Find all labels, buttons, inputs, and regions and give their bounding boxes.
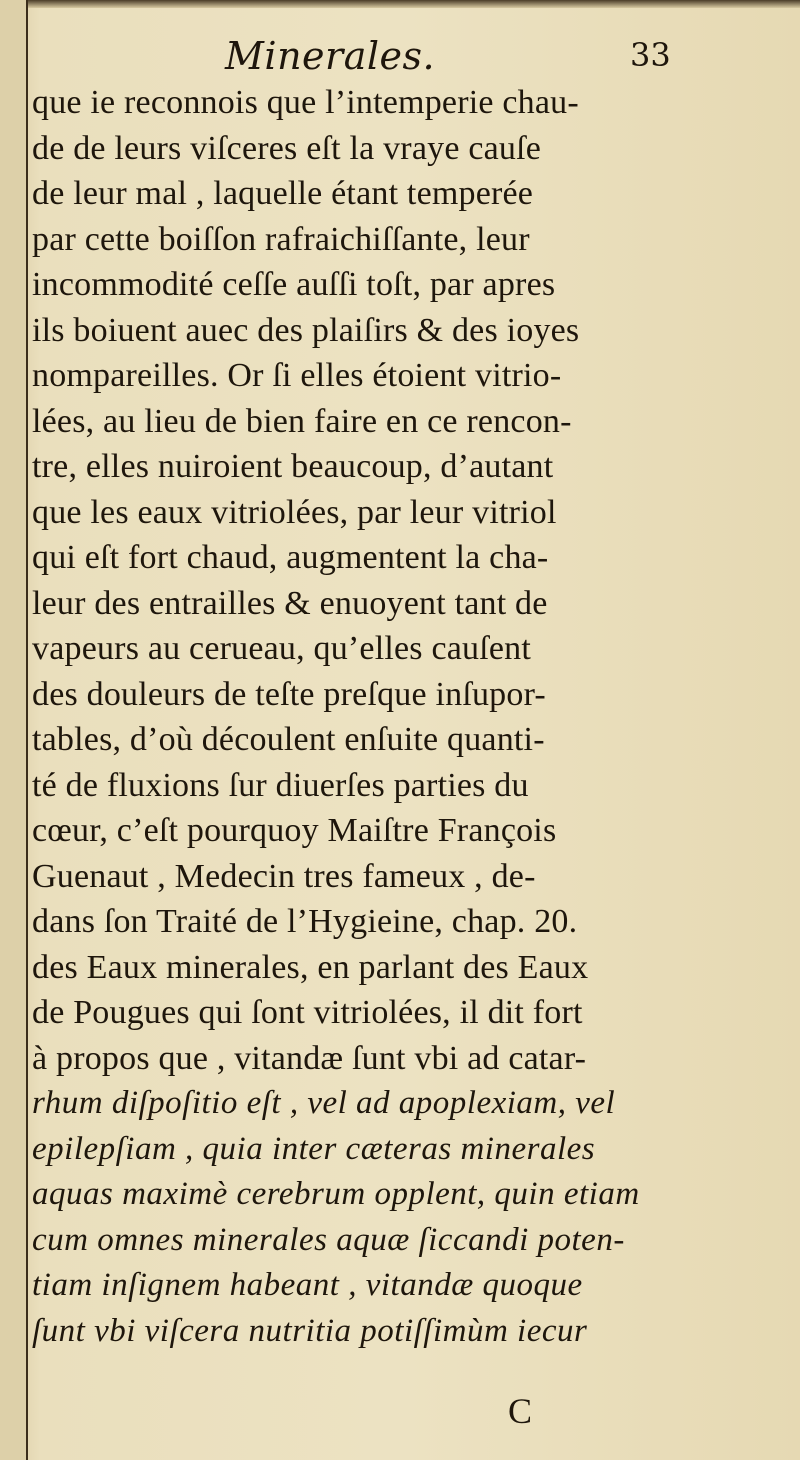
text-line: de Pougues qui ſont vitriolées, il dit fort: [32, 994, 583, 1031]
latin-quote-line: cum omnes minerales aquæ ſiccandi poten-: [32, 1221, 625, 1258]
text-line: leur des entrailles & enuoyent tant de: [32, 584, 548, 622]
text-line: des Eaux minerales, en parlant des Eaux: [32, 948, 589, 986]
page-top-edge: [0, 0, 800, 8]
running-head: Minerales.: [225, 34, 436, 78]
text-line: vapeurs au cerueau, qu’elles cauſent: [32, 630, 532, 667]
text-line: à propos que , vitandæ ſunt vbi ad catar-: [32, 1039, 587, 1077]
latin-quote-line: aquas maximè cerebrum opplent, quin etiam: [32, 1176, 640, 1212]
body-text: [32, 80, 800, 1354]
latin-quote-line: rhum diſpoſitio eſt , vel ad apoplexiam, vel: [32, 1085, 616, 1121]
text-line: de de leurs viſceres eſt la vraye cauſe: [32, 129, 542, 167]
text-line: tables, d’où découlent enſuite quanti-: [32, 721, 545, 758]
page-number: 33: [630, 36, 671, 74]
text-line: par cette boiſſon rafraichiſſante, leur: [32, 220, 530, 258]
latin-quote-line: ſunt vbi viſcera nutritia potiſſimùm iecur: [32, 1312, 588, 1349]
text-line: lées, au lieu de bien faire en ce rencon-: [32, 402, 572, 440]
text-line: incommodité ceſſe auſſi toſt, par apres: [32, 266, 556, 303]
text-line: que ie reconnois que l’intemperie chau-: [32, 84, 579, 121]
text-line: dans ſon Traité de l’Hygieine, chap. 20.: [32, 903, 578, 940]
text-line: tre, elles nuiroient beaucoup, d’autant: [32, 448, 554, 485]
text-line: Guenaut , Medecin tres fameux , de-: [32, 857, 536, 895]
page-header: [30, 34, 790, 84]
text-line: ils boiuent auec des plaiſirs & des ioyes: [32, 311, 580, 349]
text-line: cœur, c’eſt pourquoy Maiſtre François: [32, 812, 557, 849]
text-line: que les eaux vitriolées, par leur vitriol: [32, 493, 557, 531]
latin-quote-line: epilepſiam , quia inter cæteras minerales: [32, 1130, 596, 1167]
text-line: des douleurs de teſte preſque inſupor-: [32, 675, 546, 713]
text-line: de leur mal , laquelle étant temperée: [32, 175, 534, 212]
text-line: qui eſt fort chaud, augmentent la cha-: [32, 539, 549, 576]
text-line: nompareilles. Or ſi elles étoient vitrio-: [32, 357, 562, 394]
text-line: té de fluxions ſur diuerſes parties du: [32, 766, 529, 804]
signature-mark: C: [508, 1391, 533, 1431]
latin-quote-line: tiam inſignem habeant , vitandæ quoque: [32, 1267, 583, 1303]
previous-page-margin: [0, 0, 28, 1460]
